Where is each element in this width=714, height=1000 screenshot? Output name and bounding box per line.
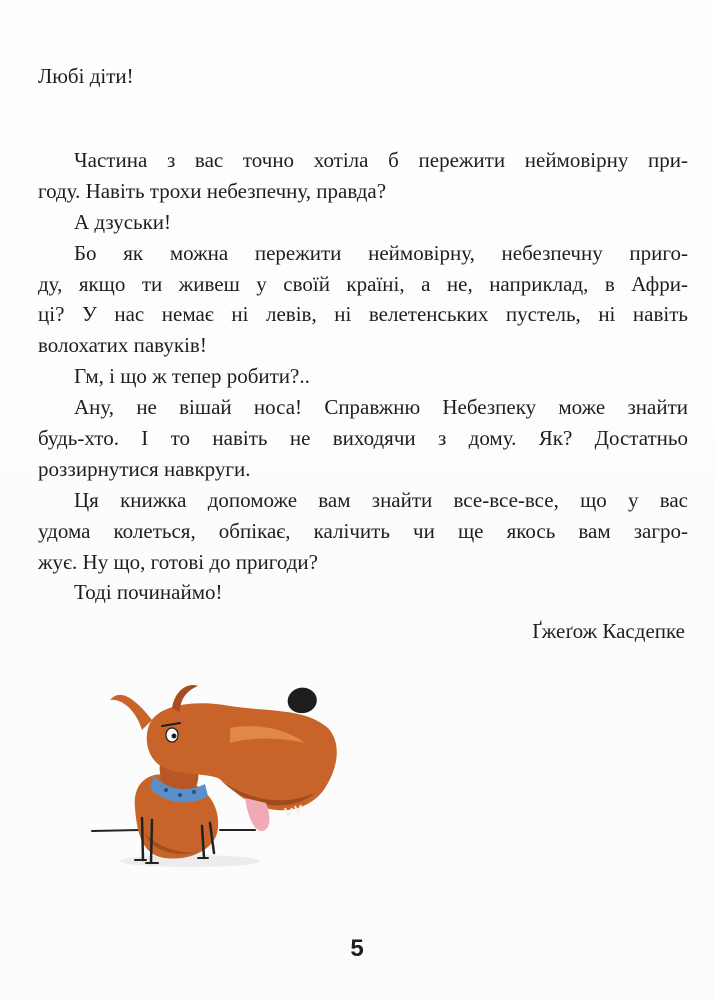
text-line: волохатих павуків! [38,333,207,358]
text-line: роззирнутися навкруги. [38,456,251,481]
text-line: жує. Ну що, готові до пригоди? [38,549,318,574]
body-text [38,145,688,608]
text-line: Ця книжка допоможе вам знайти все-все-все, що у вас [74,487,688,512]
dog-illustration [80,668,370,878]
text-line: ці? У нас немає ні левів, ні велетенських пустель, ні навіть [38,302,688,327]
text-line: А дзуськи! [74,209,172,234]
greeting: Любі діти! [38,64,134,88]
author-signature: Ґжеґож Касдепке [532,619,685,643]
text-line: году. Навіть трохи небезпечну, правда? [38,178,387,203]
text-line: Тоді починаймо! [74,580,223,605]
text-line: Бо як можна пережити неймовірну, небезпечну приго- [74,240,688,265]
text-line: Ану, не вішай носа! Справжню Небезпеку може знайти [74,395,688,420]
text-line: Гм, і що ж тепер робити?.. [74,364,310,389]
page-number: 5 [350,935,364,962]
text-line: будь-хто. І то навіть не виходячи з дому. Як? Достатньо [38,426,688,451]
dog-tongue [245,798,269,831]
dog-ear [110,695,152,730]
text-line: Частина з вас точно хотіла б пережити неймовірну при- [74,148,688,172]
text-line: ду, якщо ти живеш у своїй країні, а не, наприклад, в Афри- [38,271,688,296]
dog-nose [288,688,317,714]
text-line: удома колеться, обпікає, калічить чи ще якось вам загро- [38,518,688,543]
